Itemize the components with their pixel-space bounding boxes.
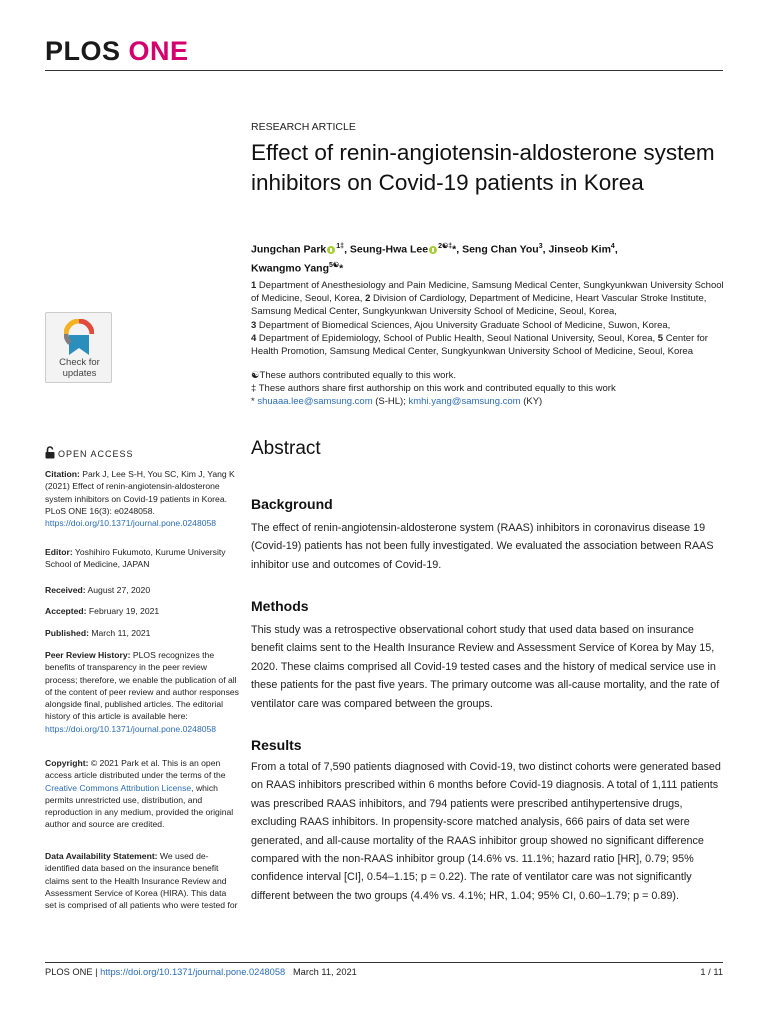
footer-date: March 11, 2021 — [292, 967, 357, 977]
author-notes — [251, 369, 725, 409]
footer-doi-link[interactable]: https://doi.org/10.1371/journal.pone.0248058 — [100, 967, 286, 977]
citation-doi-link[interactable]: https://doi.org/10.1371/journal.pone.0248058 — [45, 518, 217, 529]
journal-logo — [45, 36, 189, 67]
affil-number: 4 — [251, 332, 257, 344]
copyright-block: Copyright: © 2021 Park et al. This is an open access article distributed under the terms of the Creative Commons Attribution License, which permits unrestricted use, distribution, and reproduction in any medium, provided the original author and source are credited. — [45, 758, 234, 830]
author-affil-sup: 5☯ — [329, 261, 340, 269]
received-date: Received: August 27, 2020 — [45, 585, 151, 595]
correspondence: * shuaaa.lee@samsung.com (S-HL); kmhi.yang@samsung.com (KY) — [251, 396, 543, 408]
author-name[interactable]: Seung-Hwa Lee — [349, 243, 429, 256]
author-affil-sup: 4 — [610, 243, 615, 250]
logo-one: ONE — [128, 36, 189, 66]
results-heading: Results — [251, 737, 302, 753]
open-lock-icon — [45, 446, 55, 459]
email-link[interactable]: shuaaa.lee@samsung.com — [257, 396, 373, 408]
methods-heading: Methods — [251, 598, 309, 614]
affiliations — [251, 279, 725, 358]
author-name[interactable]: Jinseob Kim — [548, 243, 611, 256]
affil-text: Department of Biomedical Sciences, Ajou University Graduate School of Medicine, Suwon, Korea, — [256, 319, 671, 331]
affil-text: Department of Anesthesiology and Pain Medicine, Samsung Medical Center, Sungkyunkwan University School of Medicine, Seoul, Korea, — [251, 280, 724, 305]
affil-text: Center for Health Promotion, Samsung Medical Center, Sungkyunkwan University School of Medicine, Seoul, Korea — [251, 332, 708, 358]
article-title: Effect of renin-angiotensin-aldosterone system inhibitors on Covid-19 patients in Korea — [251, 140, 715, 195]
article-type: RESEARCH ARTICLE — [251, 121, 356, 133]
bookmark-icon — [64, 319, 94, 357]
footer-rule — [45, 962, 723, 963]
peer-review-block: Peer Review History: PLOS recognizes the benefits of transparency in the peer review process; therefore, we enable the publication of all of the content of peer review and author responses alongside final, published articles. The editorial history of this article is available here: https://doi.org/10.1371/journal.pone.0248058 — [45, 650, 239, 734]
author-name[interactable]: Kwangmo Yang — [251, 262, 329, 274]
author-affil-sup: 1‡ — [336, 243, 345, 250]
orcid-icon[interactable] — [327, 246, 335, 254]
published-date: Published: March 11, 2021 — [45, 628, 151, 638]
affil-number: 1 — [251, 280, 257, 291]
affil-text: Department of Epidemiology, School of Public Health, Seoul National University, Seoul, Korea, — [256, 332, 658, 344]
author-name[interactable]: Jungchan Park — [251, 243, 327, 256]
badge-line-2: updates — [62, 367, 97, 379]
background-text: The effect of renin-angiotensin-aldosterone system (RAAS) inhibitors in coronavirus disease 19 (Covid-19) patients has not been fully investigated. We evaluated the association between RAAS inhibitor use and outcomes of Covid-19. — [251, 522, 714, 571]
background-heading: Background — [251, 496, 333, 512]
results-text: From a total of 7,590 patients diagnosed with Covid-19, two distinct cohorts were generated based on RAAS inhibitors prescribed within 6 months before Covid-19 diagnosis. A total of 1,111 patients was prescribed RAAS inhibitors, and 794 patients were prescribed antihypertensive drugs, excluding RAAS inhibitors. In propensity-score matched analysis, 666 pairs of data set were generated, and all-cause mortality of the RAAS inhibitor group showed no significant difference compared with the non-RAAS inhibitor group (14.6% vs. 11.1%; hazard ratio [HR], 0.79; 95% confidence interval [CI], 0.54–1.15; p = 0.22). The rate of ventilator care was not significantly different between the two groups (4.4% vs. 4.1%; HR, 1.04; 95% CI, 0.60–1.79; p = 0.89). — [251, 761, 721, 902]
author-affil-sup: 2☯‡ — [438, 243, 453, 250]
affil-number: 3 — [251, 319, 257, 331]
data-availability-block: Data Availability Statement: We used de-identified data based on the insurance benefit claims sent to the Health Insurance Review and Assessment Service of Korea (HIRA). This data set is comprised of all patients who were tested for — [45, 851, 238, 911]
check-for-updates-badge[interactable] — [45, 312, 112, 383]
orcid-icon[interactable] — [429, 246, 437, 254]
author-affil-sup: 3 — [538, 243, 543, 250]
header-rule — [45, 70, 723, 71]
citation-block: Citation: Park J, Lee S-H, You SC, Kim J, Yang K (2021) Effect of renin-angiotensin-aldosterone system inhibitors on Covid-19 patients in Korea. PLoS ONE 16(3): e0248058. https://doi.org/10.1371/journal.pone.0248058 — [45, 469, 235, 529]
email-link[interactable]: kmhi.yang@samsung.com — [408, 396, 521, 408]
abstract-heading: Abstract — [251, 438, 321, 459]
affil-number: 2 — [365, 293, 371, 305]
accepted-date: Accepted: February 19, 2021 — [45, 606, 160, 616]
first-author-note: ‡ These authors share first authorship on this work and contributed equally to this work — [251, 383, 616, 395]
equal-contribution-note: ☯These authors contributed equally to this work. — [251, 370, 456, 381]
license-link[interactable]: Creative Commons Attribution License — [45, 782, 192, 793]
affil-number: 5 — [657, 332, 664, 344]
methods-text: This study was a retrospective observational cohort study that used data based on insurance benefit claims sent to the Health Insurance Review and Assessment Service of Korea by May 15, 2020. These claims comprised all Covid-19 tested cases and the history of medical service use in these patients for the past five years. The primary outcome was all-cause mortality, and the rate of ventilator care was compared between the groups. — [251, 624, 720, 710]
page-number: 1 / 11 — [700, 967, 723, 977]
author-name[interactable]: Seng Chan You — [462, 243, 539, 256]
open-access-label: OPEN ACCESS — [45, 446, 134, 459]
author-list: Jungchan Park $^{1\ddagger}$, Seung-Hwa Lee $^{2☯\ddagger}$*, Seng Chan You$^3$, Jinseob Kim$^4$, Kwangmo Yang$^{5☯}$* — [251, 243, 618, 274]
peer-review-link[interactable]: https://doi.org/10.1371/journal.pone.0248058 — [45, 723, 217, 734]
editor-block: Editor: Yoshihiro Fukumoto, Kurume University School of Medicine, JAPAN — [45, 547, 226, 570]
footer-info: PLOS ONE | https://doi.org/10.1371/journal.pone.0248058 March 11, 2021 — [45, 967, 357, 977]
affil-text: Division of Cardiology, Department of Medicine, Heart Vascular Stroke Institute, Samsung Medical Center, Sungkyunkwan University School of Medicine, Seoul, Korea, — [251, 293, 707, 318]
badge-line-1: Check for — [59, 357, 100, 368]
logo-plos: PLOS — [45, 36, 121, 66]
